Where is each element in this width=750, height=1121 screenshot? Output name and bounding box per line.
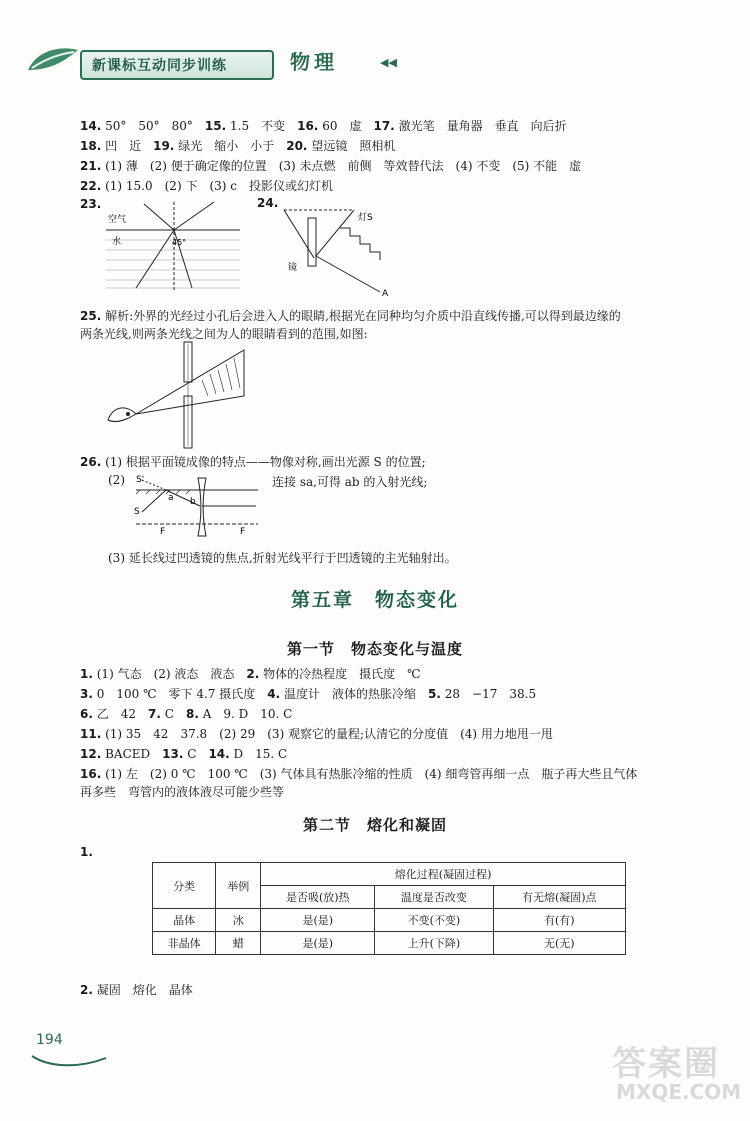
- q25-pinhole-diagram: [104, 340, 254, 452]
- table-row: [153, 932, 626, 955]
- table-cell: 晶体: [153, 909, 216, 932]
- table-cell: 是(是): [261, 909, 375, 932]
- table-cell: 非晶体: [153, 932, 216, 955]
- fig23-angle-label: 45°: [172, 238, 187, 247]
- answer-line-14: 14. 50° 50° 80° 15. 1.5 不变 16. 60 虚 17. 激光笔 量角器 垂直 向后折: [80, 119, 567, 133]
- s1-line-3: 3. 0 100 ℃ 零下 4.7 摄氏度 4. 温度计 液体的热胀冷缩 5. 28 −17 38.5: [80, 687, 537, 701]
- section1-title: 第一节 物态变化与温度: [286, 640, 463, 658]
- q26-f1-label: F: [160, 527, 166, 537]
- s1-line-12: 12. BACED 13. C 14. D 15. C: [80, 747, 288, 761]
- table-row: [153, 909, 626, 932]
- s2-line-2: 2. 凝固 熔化 晶体: [80, 983, 193, 997]
- fig23-refraction-diagram: [104, 200, 244, 292]
- table-header-example: 举例: [216, 863, 261, 909]
- series-title: 新课标互动同步训练: [92, 58, 227, 74]
- watermark-url: MXQE.COM: [616, 1080, 742, 1104]
- header-arrows: ◀◀: [380, 56, 397, 69]
- fig24-mirror-diagram: [280, 200, 400, 298]
- table-cell: 不变(不变): [375, 909, 493, 932]
- answer-line-21: 21. (1) 薄 (2) 便于确定像的位置 (3) 未点燃 前侧 等效替代法 (4) 不变 (5) 不能 虚: [80, 159, 582, 173]
- table-subheader: 有无熔(凝固)点: [493, 886, 626, 909]
- q26-part2-prefix: (2): [108, 473, 125, 487]
- table-header-class: 分类: [153, 863, 216, 909]
- q26-line1: 26. (1) 根据平面镜成像的特点——物像对称,画出光源 S 的位置;: [80, 455, 426, 469]
- table-cell: 是(是): [261, 932, 375, 955]
- s1-line-1: 1. (1) 气态 (2) 液态 液态 2. 物体的冷热程度 摄氏度 ℃: [80, 667, 421, 681]
- table-cell: 蜡: [216, 932, 261, 955]
- fig23-air-label: 空气: [108, 215, 127, 225]
- q26-f2-label: F: [240, 527, 246, 537]
- leaf-logo-icon: [24, 40, 82, 80]
- q26-s-prime-label: S': [136, 475, 145, 485]
- q26-a-label: a: [168, 493, 174, 503]
- fig24-mirror-label: 镜: [288, 263, 298, 273]
- s1-line-16: 16. (1) 左 (2) 0 ℃ 100 ℃ (3) 气体具有热胀冷缩的性质 (4) 细弯管再细一点 瓶子再大些且气体: [80, 767, 638, 781]
- fig23-water-label: 水: [112, 237, 122, 247]
- s2-q1-num: 1.: [80, 845, 93, 859]
- table-cell: 无(无): [493, 932, 626, 955]
- answer-line-18: 18. 凹 近 19. 绿光 缩小 小于 20. 望远镜 照相机: [80, 139, 396, 153]
- fig24-point-label: A: [382, 289, 389, 298]
- section2-title: 第二节 熔化和凝固: [302, 816, 447, 834]
- q25-line1: 25. 解析:外界的光经过小孔后会进入人的眼睛,根据光在同种均匀介质中沿直线传播,可以得到最边缘的: [80, 309, 621, 323]
- s1-line-11: 11. (1) 35 42 37.8 (2) 29 (3) 观察它的量程;认清它的分度值 (4) 用力地甩一甩: [80, 727, 553, 741]
- table-subheader: 温度是否改变: [375, 886, 493, 909]
- page-swoosh-icon: [30, 1050, 110, 1070]
- table-header-group: 熔化过程(凝固过程): [261, 863, 626, 886]
- table-cell: 上升(下降): [375, 932, 493, 955]
- q26-s-label: S: [134, 507, 140, 517]
- s1-line-6: 6. 乙 42 7. C 8. A 9. D 10. C: [80, 707, 293, 721]
- fig23-num: 23.: [80, 197, 102, 211]
- q26-line2: 连接 sa,可得 ab 的入射光线;: [272, 475, 428, 489]
- melting-table: [152, 862, 626, 955]
- answer-line-22: 22. (1) 15.0 (2) 下 (3) c 投影仪或幻灯机: [80, 179, 333, 193]
- q26-lens-diagram: [132, 474, 262, 540]
- page-number: 194: [36, 1032, 63, 1048]
- q26-b-label: b: [190, 497, 196, 507]
- table-cell: 有(有): [493, 909, 626, 932]
- subject-title: 物理: [290, 50, 338, 74]
- table-subheader: 是否吸(放)热: [261, 886, 375, 909]
- q25-line2: 两条光线,则两条光线之间为人的眼睛看到的范围,如图:: [80, 327, 368, 341]
- fig24-lamp-label: 灯S: [358, 213, 373, 223]
- table-cell: 冰: [216, 909, 261, 932]
- q26-line3: (3) 延长线过凹透镜的焦点,折射光线平行于凹透镜的主光轴射出。: [108, 551, 457, 565]
- watermark-logo: 答案圈: [612, 1044, 720, 1084]
- fig24-num: 24.: [257, 196, 279, 210]
- chapter-title: 第五章 物态变化: [290, 589, 459, 611]
- s1-line-16-cont: 再多些 弯管内的液体液尽可能少些等: [80, 785, 285, 799]
